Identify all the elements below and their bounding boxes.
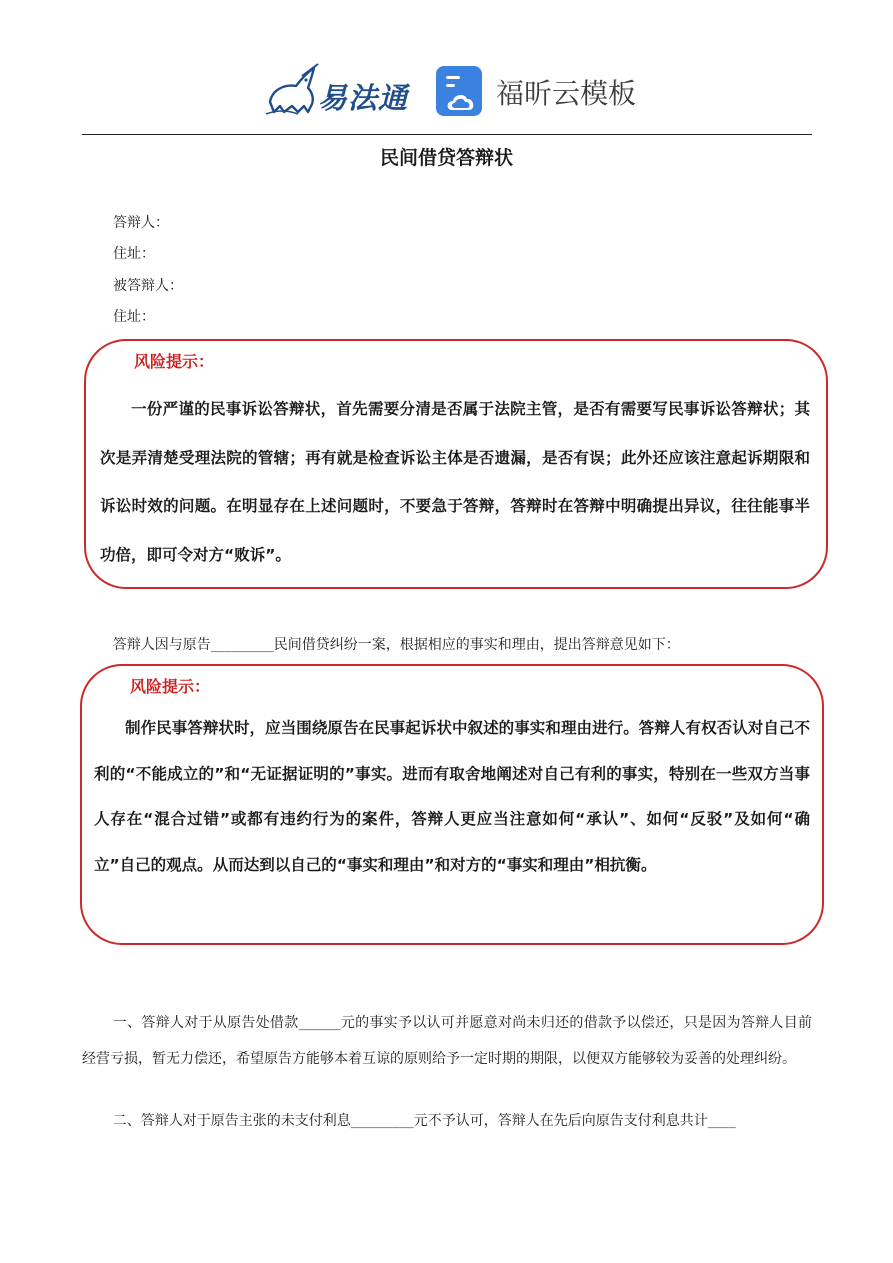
cloud-document-icon: [436, 64, 486, 118]
fuxin-logo: [436, 64, 636, 120]
unicorn-icon: [262, 62, 322, 120]
document-title: 民间借贷答辩状: [379, 147, 513, 169]
defense-point-1: 一、答辩人对于从原告处借款______元的事实予以认可并愿意对尚未归还的借款予以偿还，只是因为答辩人目前经营亏损，暂无力偿还，希望原告方能够本着互谅的原则给予一定时期的期限，以便双方能够较为妥善的处理纠纷。: [82, 1015, 812, 1067]
defense-intro: 答辩人因与原告_________民间借贷纠纷一案，根据相应的事实和理由，提出答辩意见如下：: [112, 637, 680, 653]
page-header: [0, 56, 893, 126]
risk-tip-title: 风险提示：: [134, 352, 215, 371]
defendant-address-label: 住址：: [113, 246, 155, 262]
yifatong-logo-text: 易法通: [318, 81, 409, 115]
risk-tip-text: 制作民事答辩状时，应当围绕原告在民事起诉状中叙述的事实和理由进行。答辩人有权否认对自己不利的“不能成立的”和“无证据证明的”事实。进而有取舍地阐述对自己有利的事实，特别在一些双方当事人存在“混合过错”或都有违约行为的案件，答辩人更应当注意如何“承认”、如何“反驳”及如何“确立”自己的观点。从而达到以自己的“事实和理由”和对方的“事实和理由”相抗衡。: [94, 719, 810, 875]
header-divider: [82, 134, 812, 135]
defense-point-2: 二、答辩人对于原告主张的未支付利息_________元不予认可，答辩人在先后向原告支付利息共计____: [112, 1113, 736, 1129]
fuxin-logo-text: 福昕云模板: [496, 77, 637, 110]
risk-tip-box: [84, 339, 828, 589]
risk-tip-text: 一份严谨的民事诉讼答辩状，首先需要分清是否属于法院主管，是否有需要写民事诉讼答辩状；其次是弄清楚受理法院的管辖；再有就是检查诉讼主体是否遗漏，是否有误；此外还应该注意起诉期限和诉讼时效的问题。在明显存在上述问题时，不要急于答辩，答辩时在答辩中明确提出异议，往往能事半功倍，即可令对方“败诉”。: [100, 400, 810, 564]
plaintiff-label: 被答辩人：: [113, 278, 183, 294]
risk-tip-box: [80, 664, 824, 945]
plaintiff-address-label: 住址：: [113, 309, 155, 325]
yifatong-logo: [262, 62, 412, 120]
risk-tip-title: 风险提示：: [130, 677, 211, 696]
defendant-label: 答辩人：: [113, 215, 169, 231]
